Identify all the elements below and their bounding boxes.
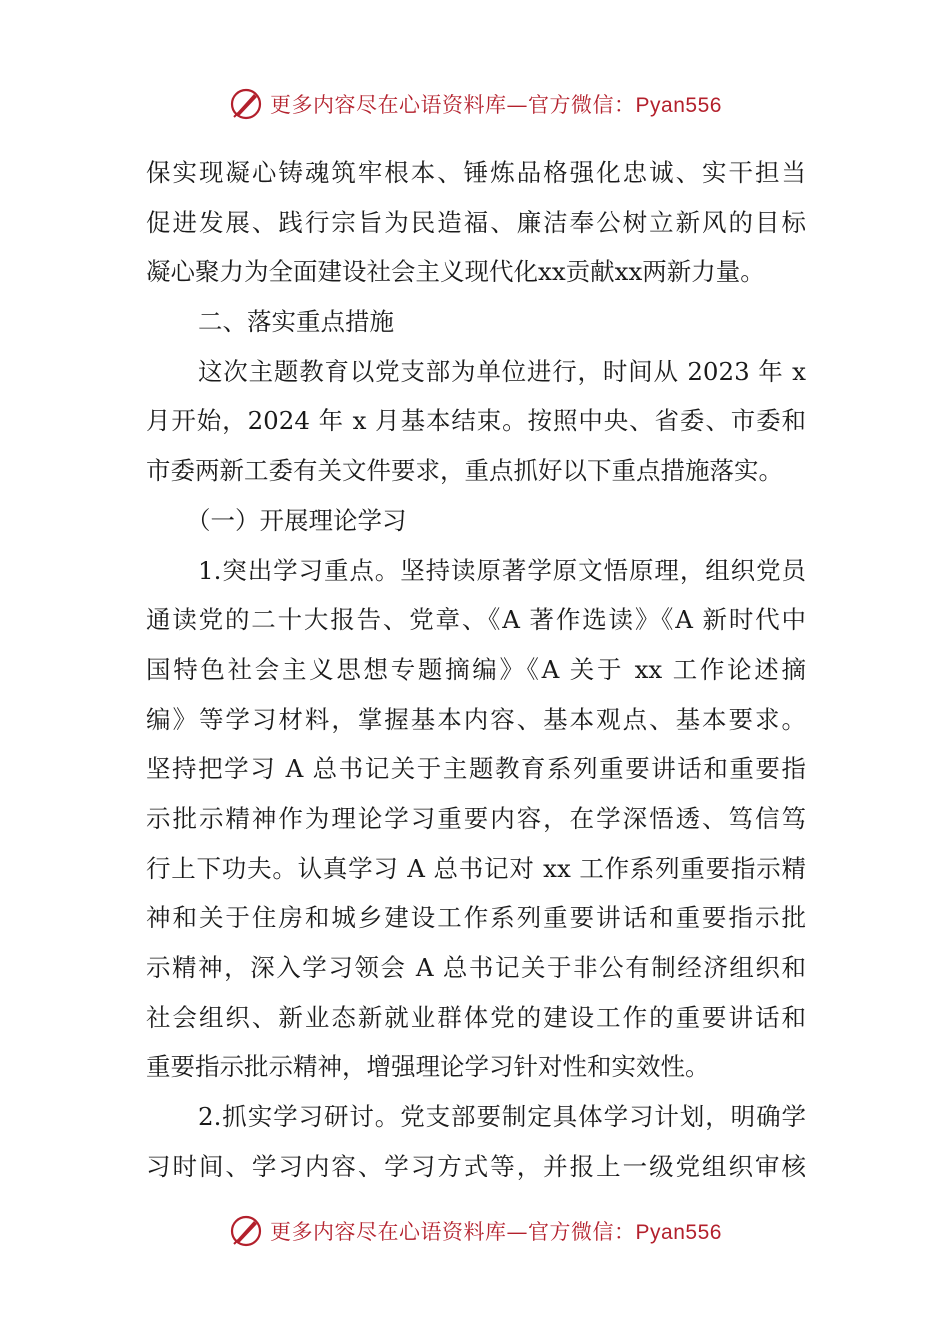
text-line: 市委两新工委有关文件要求，重点抓好以下重点措施落实。 xyxy=(146,456,783,486)
banner-text: 更多内容尽在心语资料库—官方微信：Pyan556 xyxy=(270,93,722,117)
text-line: 1.突出学习重点。坚持读原著学原文悟原理，组织党员 xyxy=(198,555,806,585)
text-line: 社会组织、新业态新就业群体党的建设工作的重要讲话和 xyxy=(146,1002,806,1032)
text-line: 示精神，深入学习领会 A 总书记关于非公有制经济组织和 xyxy=(146,953,806,982)
text-line: 行上下功夫。认真学习 A 总书记对 xx 工作系列重要指示精 xyxy=(146,853,806,883)
text-line: 示批示精神作为理论学习重要内容，在学深悟透、笃信笃 xyxy=(146,803,806,833)
quill-logo-icon xyxy=(228,86,264,122)
text-line: 促进发展、践行宗旨为民造福、廉洁奉公树立新风的目标 xyxy=(146,207,806,237)
text-line: 保实现凝心铸魂筑牢根本、锤炼品格强化忠诚、实干担当 xyxy=(146,158,806,187)
document-body xyxy=(146,148,806,1191)
banner-text: 更多内容尽在心语资料库—官方微信：Pyan556 xyxy=(270,1220,722,1244)
text-line: 编》等学习材料，掌握基本内容、基本观点、基本要求。 xyxy=(146,704,806,734)
text-line: 习时间、学习内容、学习方式等，并报上一级党组织审核 xyxy=(146,1151,806,1181)
text-line: 神和关于住房和城乡建设工作系列重要讲话和重要指示批 xyxy=(146,903,806,933)
text-line: 坚持把学习 A 总书记关于主题教育系列重要讲话和重要指 xyxy=(146,754,806,784)
subsection-heading: （一）开展理论学习 xyxy=(186,505,407,535)
text-line: 2.抓实学习研讨。党支部要制定具体学习计划，明确学 xyxy=(198,1102,806,1132)
text-line: 国特色社会主义思想专题摘编》《A 关于 xx 工作论述摘 xyxy=(146,654,806,684)
footer-banner xyxy=(0,1211,950,1251)
text-line: 凝心聚力为全面建设社会主义现代化xx贡献xx两新力量。 xyxy=(146,257,765,287)
section-heading: 二、落实重点措施 xyxy=(198,307,394,337)
header-banner xyxy=(0,84,950,124)
text-line: 重要指示批示精神，增强理论学习针对性和实效性。 xyxy=(146,1052,710,1082)
text-line: 这次主题教育以党支部为单位进行，时间从 2023 年 x xyxy=(198,356,806,386)
quill-logo-icon xyxy=(228,1213,264,1249)
text-line: 通读党的二十大报告、党章、《A 著作选读》《A 新时代中 xyxy=(146,605,806,635)
text-line: 月开始，2024 年 x 月基本结束。按照中央、省委、市委和 xyxy=(146,406,806,436)
